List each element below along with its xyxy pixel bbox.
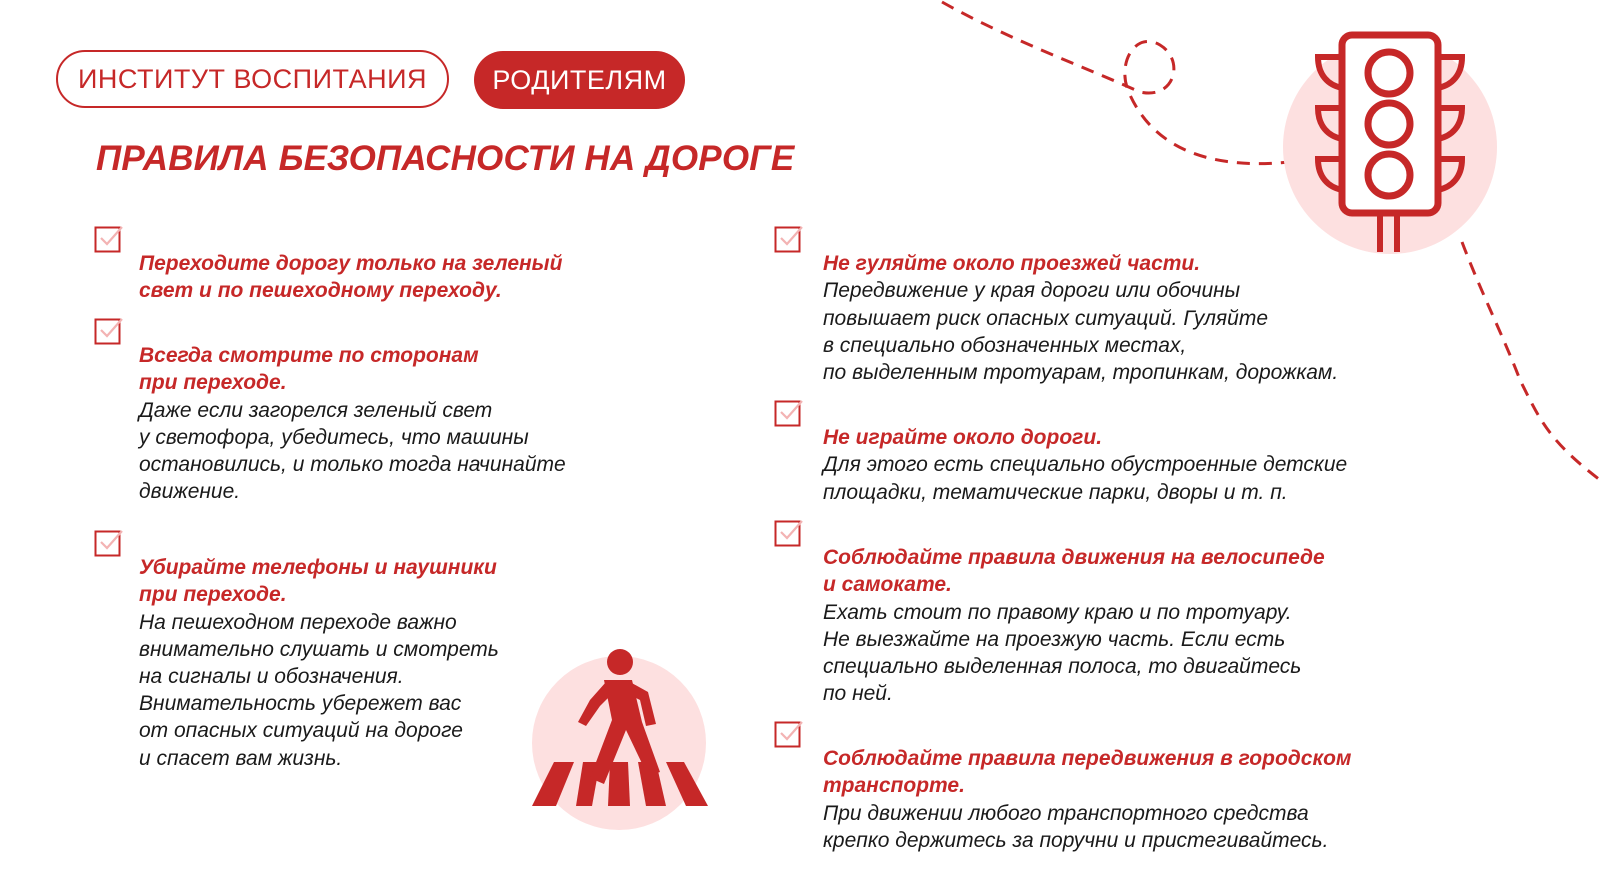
checkbox-check-icon (94, 527, 124, 557)
rule-heading: Переходите дорогу только на зеленый свет и по пешеходному переходу. (139, 252, 563, 303)
checkbox-check-icon (94, 315, 124, 345)
rule-item-transport (774, 718, 1434, 881)
dashed-route-line-right (1462, 242, 1600, 480)
rule-description: При движении любого транспортного средства крепко держитесь за поручни и пристегивайтесь. (823, 801, 1329, 852)
rule-description: Для этого есть специально обустроенные детские площадки, тематические парки, дворы и т. п. (823, 453, 1348, 504)
rule-heading: Убирайте телефоны и наушники при переходе. (139, 556, 497, 607)
rule-heading: Соблюдайте правила передвижения в городском транспорте. (823, 747, 1352, 798)
rule-item-bicycle (774, 517, 1434, 735)
checkbox-check-icon (94, 223, 124, 253)
rule-description: Передвижение у края дороги или обочины повышает риск опасных ситуаций. Гуляйте в специально обозначенных местах, по выделенным тротуарам, тропинкам, дорожкам. (823, 279, 1339, 385)
traffic-light-icon (1283, 35, 1497, 254)
checkbox-check-icon (774, 718, 804, 748)
institute-badge: ИНСТИТУТ ВОСПИТАНИЯ (56, 50, 449, 108)
rule-item-phones (94, 527, 734, 799)
page-title: ПРАВИЛА БЕЗОПАСНОСТИ НА ДОРОГЕ (96, 139, 795, 178)
audience-badge: РОДИТЕЛЯМ (474, 51, 685, 109)
rule-heading: Не гуляйте около проезжей части. (823, 252, 1201, 276)
rule-heading: Не играйте около дороги. (823, 426, 1103, 450)
rule-item-look-around (94, 315, 734, 533)
checkbox-check-icon (774, 397, 804, 427)
rule-description: Даже если загорелся зеленый свет у светофора, убедитесь, что машины остановились, и только тогда начинайте движение. (139, 398, 566, 504)
rule-heading: Всегда смотрите по сторонам при переходе. (139, 344, 479, 395)
rule-description: На пешеходном переходе важно внимательно слушать и смотреть на сигналы и обозначения. Внимательность убережет вас от опасных ситуаций на дороге и спасет вам жизнь. (139, 610, 499, 770)
rule-item-no-play (774, 397, 1434, 533)
rule-item-green-light (94, 223, 734, 305)
rule-item-roadway (774, 223, 1434, 413)
rule-heading: Соблюдайте правила движения на велосипеде и самокате. (823, 546, 1325, 597)
rule-description: Ехать стоит по правому краю и по тротуару. Не выезжайте на проезжую часть. Если есть специально выделенная полоса, то двигайтесь по ней. (823, 600, 1302, 706)
checkbox-check-icon (774, 223, 804, 253)
dashed-route-line (942, 2, 1290, 164)
checkbox-check-icon (774, 517, 804, 547)
